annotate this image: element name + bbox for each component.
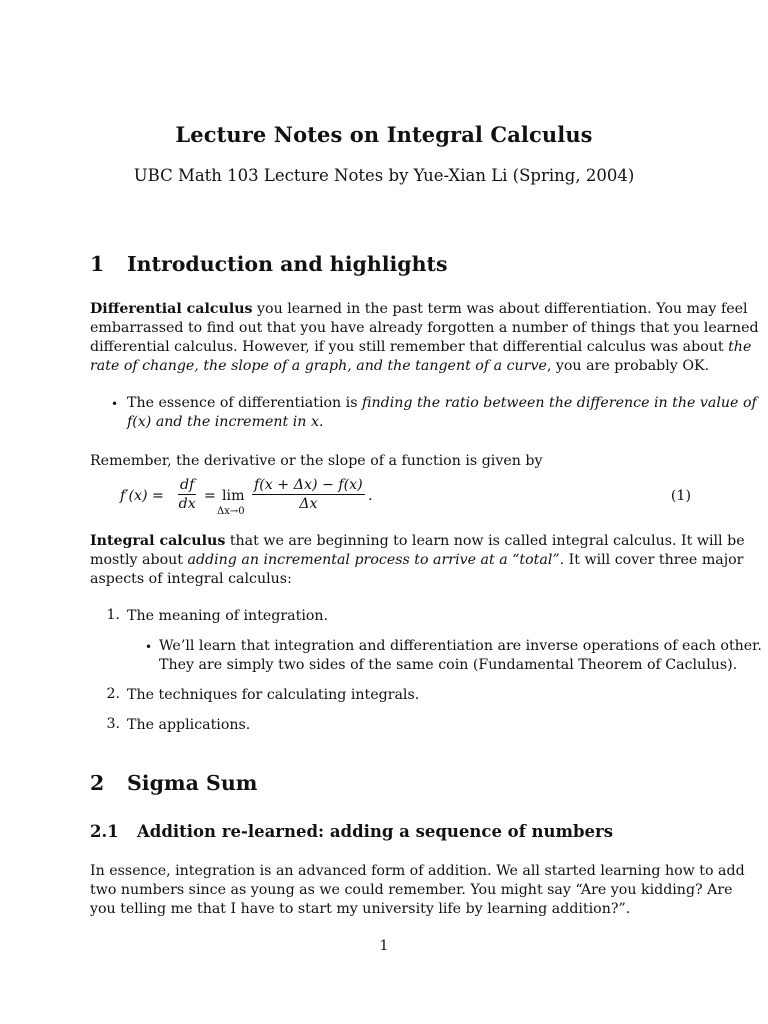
bullet-item (127, 394, 757, 432)
subsection-number: 2.1 (90, 822, 119, 841)
bold-term: Integral calculus (90, 533, 226, 549)
addition-paragraph (90, 862, 745, 919)
page-number: 1 (379, 938, 389, 954)
fraction-numerator: df (180, 477, 195, 493)
section-title: Sigma Sum (127, 771, 258, 795)
fraction-denominator: dx (178, 496, 196, 512)
section-title: Introduction and highlights (127, 252, 448, 276)
bullet-icon: • (111, 397, 119, 411)
list-item: The techniques for calculating integrals. (127, 687, 420, 703)
equation-period: . (368, 488, 373, 504)
paragraph-line (90, 532, 745, 551)
intro-paragraph (90, 300, 759, 376)
paragraph-line (90, 357, 710, 376)
bullet-line: They are simply two sides of the same coin (Fundamental Theorem of Caclulus). (159, 657, 738, 673)
derivative-equation (120, 476, 695, 520)
dfdx-fraction (178, 477, 196, 512)
italic-run: finding the ratio between the difference in the value of (362, 395, 757, 411)
paragraph-line: In essence, integration is an advanced form of addition. We all started learning how to add (90, 863, 745, 879)
paragraph-line: two numbers since as young as we could remember. You might say “Are you kidding? Are (90, 882, 733, 898)
text-run: mostly about (90, 552, 188, 568)
equation-lhs: f′(x) = (120, 488, 164, 504)
section-2-heading (90, 771, 257, 795)
document-subtitle: UBC Math 103 Lecture Notes by Yue-Xian Li (Spring, 2004) (133, 166, 635, 185)
section-number: 2 (90, 771, 105, 795)
bold-term: Differential calculus (90, 301, 253, 317)
list-number: 1. (106, 607, 120, 623)
text-run: you learned in the past term was about differentiation. You may feel (252, 301, 748, 317)
section-number: 1 (90, 252, 105, 276)
sub-bullet-item (159, 637, 762, 675)
list-number: 2. (106, 686, 120, 702)
paragraph-line (90, 551, 744, 570)
equals-sign: = (204, 488, 216, 504)
integral-paragraph (90, 532, 745, 589)
paragraph-line: you telling me that I have to start my university life by learning addition?”. (90, 901, 631, 917)
fraction-denominator: Δx (299, 496, 318, 512)
subsection-2-1-heading (90, 822, 613, 841)
list-item: The applications. (127, 717, 251, 733)
equation-number: (1) (670, 488, 691, 504)
fraction-numerator: f(x + Δx) − f(x) (254, 477, 363, 493)
bullet-icon: • (145, 640, 153, 654)
text-run: that we are beginning to learn now is called integral calculus. It will be (225, 533, 745, 549)
paragraph-line: embarrassed to find out that you have already forgotten a number of things that you learned (90, 320, 759, 336)
difference-quotient (252, 477, 365, 512)
document-title: Lecture Notes on Integral Calculus (175, 122, 593, 147)
text-run: differential calculus. However, if you still remember that differential calculus was about (90, 339, 729, 355)
paragraph-line (90, 300, 748, 319)
paragraph-line: aspects of integral calculus: (90, 571, 292, 587)
list-number: 3. (106, 716, 120, 732)
list-item: The meaning of integration. (127, 608, 329, 624)
italic-run: adding an incremental process to arrive at a “total” (187, 552, 560, 568)
bullet-line (127, 394, 757, 413)
text-run: . It will cover three major (559, 552, 744, 568)
paragraph-line (90, 338, 752, 357)
bullet-line: We’ll learn that integration and differentiation are inverse operations of each other. (159, 638, 762, 654)
italic-run: rate of change, the slope of a graph, and the tangent of a curve (90, 358, 547, 374)
limit-operator: lim (222, 488, 245, 504)
paragraph-line: Remember, the derivative or the slope of a function is given by (90, 453, 543, 469)
text-run: The essence of differentiation is (127, 395, 363, 411)
derivative-paragraph (90, 452, 690, 471)
section-1-heading (90, 252, 448, 276)
subsection-title: Addition re-learned: adding a sequence of numbers (137, 822, 614, 841)
italic-run: the (728, 339, 752, 355)
limit-subscript: Δx→0 (217, 506, 245, 517)
bullet-line: f(x) and the increment in x. (127, 414, 324, 430)
text-run: , you are probably OK. (546, 358, 710, 374)
